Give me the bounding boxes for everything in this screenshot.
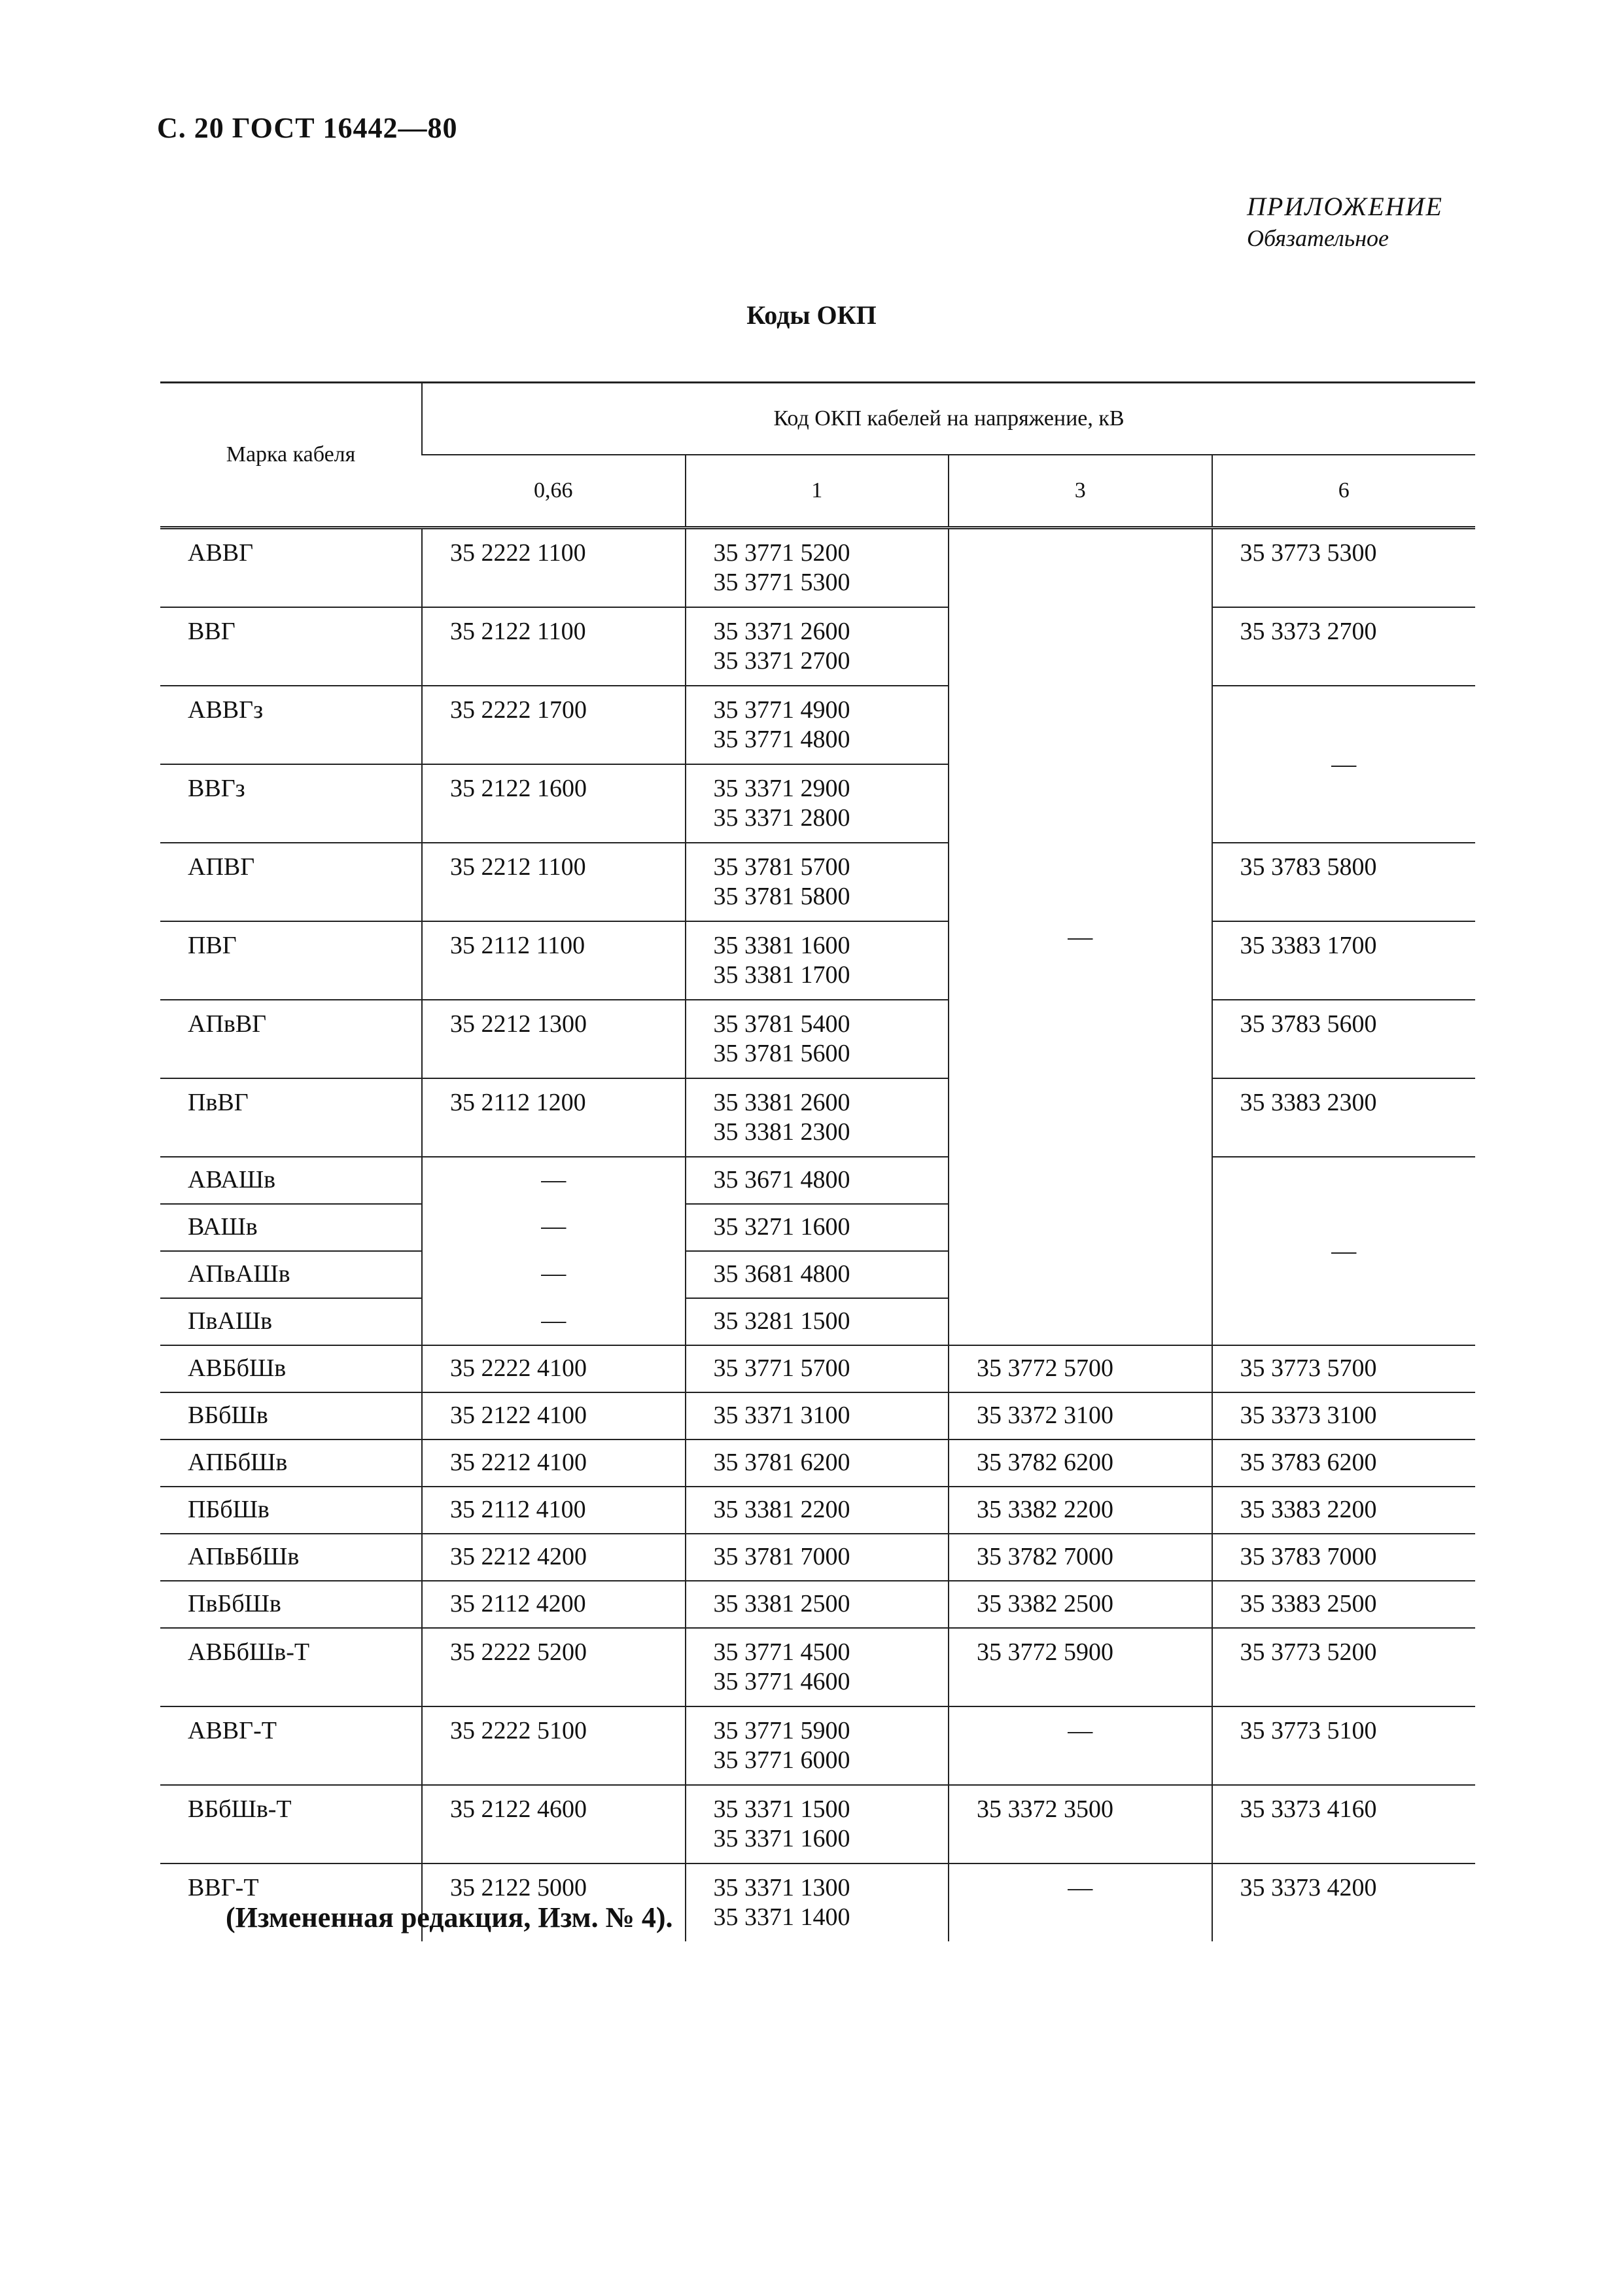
cable-brand-cell: ПБбШв bbox=[160, 1487, 422, 1534]
cable-brand-cell: АПвБбШв bbox=[160, 1534, 422, 1581]
cable-brand-cell: ВАШв bbox=[160, 1204, 422, 1251]
table-row bbox=[160, 686, 1475, 764]
okp-codes-table bbox=[160, 381, 1475, 1941]
code-6-cell: 35 3383 2500 bbox=[1212, 1581, 1476, 1628]
code-066-cell: — bbox=[422, 1298, 686, 1345]
table-row bbox=[160, 607, 1475, 686]
code-066-cell: 35 2122 1100 bbox=[422, 607, 686, 686]
appendix-label bbox=[1247, 191, 1443, 252]
code-6-merged-dash: — bbox=[1212, 1157, 1476, 1345]
code-3-merged-dash: — bbox=[949, 528, 1212, 1346]
code-1-cell: 35 3771 4900 35 3771 4800 bbox=[686, 686, 949, 764]
code-6-cell: 35 3383 1700 bbox=[1212, 921, 1476, 1000]
code-066-cell: 35 2212 4100 bbox=[422, 1439, 686, 1487]
cable-brand-cell: АВВГ-Т bbox=[160, 1706, 422, 1785]
code-3-cell: 35 3782 6200 bbox=[949, 1439, 1212, 1487]
code-1-cell: 35 3381 2600 35 3381 2300 bbox=[686, 1078, 949, 1157]
cable-brand-cell: АВВГ bbox=[160, 528, 422, 608]
cable-brand-cell: ВБбШв bbox=[160, 1392, 422, 1439]
code-066-cell: 35 2122 4100 bbox=[422, 1392, 686, 1439]
code-1-cell: 35 3771 4500 35 3771 4600 bbox=[686, 1628, 949, 1706]
cable-brand-cell: ПВГ bbox=[160, 921, 422, 1000]
code-1-cell: 35 3371 2600 35 3371 2700 bbox=[686, 607, 949, 686]
table-row bbox=[160, 1581, 1475, 1628]
code-6-cell: 35 3383 2200 bbox=[1212, 1487, 1476, 1534]
cable-brand-cell: АВБбШв bbox=[160, 1345, 422, 1392]
code-6-cell: 35 3773 5700 bbox=[1212, 1345, 1476, 1392]
code-066-cell: 35 2112 4100 bbox=[422, 1487, 686, 1534]
code-6-cell: 35 3373 4200 bbox=[1212, 1863, 1476, 1941]
code-1-cell: 35 3771 5200 35 3771 5300 bbox=[686, 528, 949, 608]
code-1-cell: 35 3381 1600 35 3381 1700 bbox=[686, 921, 949, 1000]
code-066-cell: 35 2112 1100 bbox=[422, 921, 686, 1000]
code-066-cell: — bbox=[422, 1251, 686, 1298]
header-voltage-066: 0,66 bbox=[422, 455, 686, 528]
table-row bbox=[160, 1392, 1475, 1439]
code-066-cell: 35 2222 5100 bbox=[422, 1706, 686, 1785]
cable-brand-cell: АПвВГ bbox=[160, 1000, 422, 1078]
code-1-cell: 35 3381 2200 bbox=[686, 1487, 949, 1534]
code-066-cell: 35 2212 1300 bbox=[422, 1000, 686, 1078]
cable-brand-cell: ВВГз bbox=[160, 764, 422, 843]
code-1-cell: 35 3281 1500 bbox=[686, 1298, 949, 1345]
code-1-cell: 35 3781 5700 35 3781 5800 bbox=[686, 843, 949, 921]
cable-brand-cell: АПБбШв bbox=[160, 1439, 422, 1487]
table-row bbox=[160, 1078, 1475, 1157]
amendment-note: (Измененная редакция, Изм. № 4). bbox=[226, 1901, 673, 1934]
code-1-cell: 35 3781 5400 35 3781 5600 bbox=[686, 1000, 949, 1078]
code-6-cell: 35 3773 5100 bbox=[1212, 1706, 1476, 1785]
code-066-cell: 35 2112 4200 bbox=[422, 1581, 686, 1628]
code-6-cell: 35 3383 2300 bbox=[1212, 1078, 1476, 1157]
header-voltage-group: Код ОКП кабелей на напряжение, кВ bbox=[422, 383, 1475, 455]
code-1-cell: 35 3371 1300 35 3371 1400 bbox=[686, 1863, 949, 1941]
code-1-cell: 35 3271 1600 bbox=[686, 1204, 949, 1251]
code-1-cell: 35 3781 7000 bbox=[686, 1534, 949, 1581]
table-row bbox=[160, 1000, 1475, 1078]
code-1-cell: 35 3781 6200 bbox=[686, 1439, 949, 1487]
code-066-cell: 35 2122 5000 bbox=[422, 1863, 686, 1941]
code-066-cell: 35 2212 1100 bbox=[422, 843, 686, 921]
table-row bbox=[160, 1706, 1475, 1785]
code-1-cell: 35 3681 4800 bbox=[686, 1251, 949, 1298]
code-066-cell: 35 2222 4100 bbox=[422, 1345, 686, 1392]
cable-brand-cell: ПвВГ bbox=[160, 1078, 422, 1157]
table-row bbox=[160, 1785, 1475, 1863]
code-066-cell: 35 2212 4200 bbox=[422, 1534, 686, 1581]
header-voltage-6: 6 bbox=[1212, 455, 1476, 528]
table-row bbox=[160, 1628, 1475, 1706]
code-1-cell: 35 3371 1500 35 3371 1600 bbox=[686, 1785, 949, 1863]
code-6-merged-dash: — bbox=[1212, 686, 1476, 843]
code-6-cell: 35 3783 6200 bbox=[1212, 1439, 1476, 1487]
code-066-cell: 35 2222 5200 bbox=[422, 1628, 686, 1706]
code-1-cell: 35 3771 5900 35 3771 6000 bbox=[686, 1706, 949, 1785]
code-066-cell: — bbox=[422, 1204, 686, 1251]
code-3-cell: 35 3372 3100 bbox=[949, 1392, 1212, 1439]
cable-brand-cell: ПвАШв bbox=[160, 1298, 422, 1345]
code-3-cell: 35 3382 2200 bbox=[949, 1487, 1212, 1534]
table-row bbox=[160, 921, 1475, 1000]
table-row bbox=[160, 1487, 1475, 1534]
code-066-cell: 35 2112 1200 bbox=[422, 1078, 686, 1157]
cable-brand-cell: ПвБбШв bbox=[160, 1581, 422, 1628]
appendix-title: ПРИЛОЖЕНИЕ bbox=[1247, 192, 1443, 221]
cable-brand-cell: АПВГ bbox=[160, 843, 422, 921]
cable-brand-cell: АВБбШв-Т bbox=[160, 1628, 422, 1706]
header-cable-brand: Марка кабеля bbox=[160, 383, 422, 528]
code-1-cell: 35 3371 3100 bbox=[686, 1392, 949, 1439]
cable-brand-cell: АВВГз bbox=[160, 686, 422, 764]
code-6-cell: 35 3783 5600 bbox=[1212, 1000, 1476, 1078]
cable-brand-cell: ВВГ-Т bbox=[160, 1863, 422, 1941]
cable-brand-cell: АПвАШв bbox=[160, 1251, 422, 1298]
code-3-cell: 35 3382 2500 bbox=[949, 1581, 1212, 1628]
code-066-cell: — bbox=[422, 1157, 686, 1204]
cable-brand-cell: АВАШв bbox=[160, 1157, 422, 1204]
page-header: С. 20 ГОСТ 16442—80 bbox=[157, 112, 458, 144]
cable-brand-cell: ВВГ bbox=[160, 607, 422, 686]
table-row bbox=[160, 1157, 1475, 1204]
table-row bbox=[160, 843, 1475, 921]
table-title: Коды ОКП bbox=[746, 300, 877, 330]
table-row bbox=[160, 1534, 1475, 1581]
code-6-cell: 35 3773 5300 bbox=[1212, 528, 1476, 608]
code-066-cell: 35 2122 1600 bbox=[422, 764, 686, 843]
code-066-cell: 35 2222 1700 bbox=[422, 686, 686, 764]
code-3-cell: — bbox=[949, 1706, 1212, 1785]
code-6-cell: 35 3773 5200 bbox=[1212, 1628, 1476, 1706]
code-3-cell: 35 3772 5700 bbox=[949, 1345, 1212, 1392]
code-1-cell: 35 3771 5700 bbox=[686, 1345, 949, 1392]
code-3-cell: 35 3372 3500 bbox=[949, 1785, 1212, 1863]
code-066-cell: 35 2222 1100 bbox=[422, 528, 686, 608]
code-1-cell: 35 3371 2900 35 3371 2800 bbox=[686, 764, 949, 843]
header-voltage-1: 1 bbox=[686, 455, 949, 528]
code-6-cell: 35 3783 5800 bbox=[1212, 843, 1476, 921]
code-066-cell: 35 2122 4600 bbox=[422, 1785, 686, 1863]
code-3-cell: 35 3772 5900 bbox=[949, 1628, 1212, 1706]
cable-brand-cell: ВБбШв-Т bbox=[160, 1785, 422, 1863]
header-voltage-3: 3 bbox=[949, 455, 1212, 528]
code-6-cell: 35 3373 2700 bbox=[1212, 607, 1476, 686]
code-1-cell: 35 3671 4800 bbox=[686, 1157, 949, 1204]
table-row bbox=[160, 1345, 1475, 1392]
code-6-cell: 35 3783 7000 bbox=[1212, 1534, 1476, 1581]
code-3-cell: 35 3782 7000 bbox=[949, 1534, 1212, 1581]
table-row bbox=[160, 1439, 1475, 1487]
table-row bbox=[160, 528, 1475, 608]
code-1-cell: 35 3381 2500 bbox=[686, 1581, 949, 1628]
appendix-subtitle: Обязательное bbox=[1247, 225, 1389, 251]
code-6-cell: 35 3373 4160 bbox=[1212, 1785, 1476, 1863]
code-3-cell: — bbox=[949, 1863, 1212, 1941]
code-6-cell: 35 3373 3100 bbox=[1212, 1392, 1476, 1439]
